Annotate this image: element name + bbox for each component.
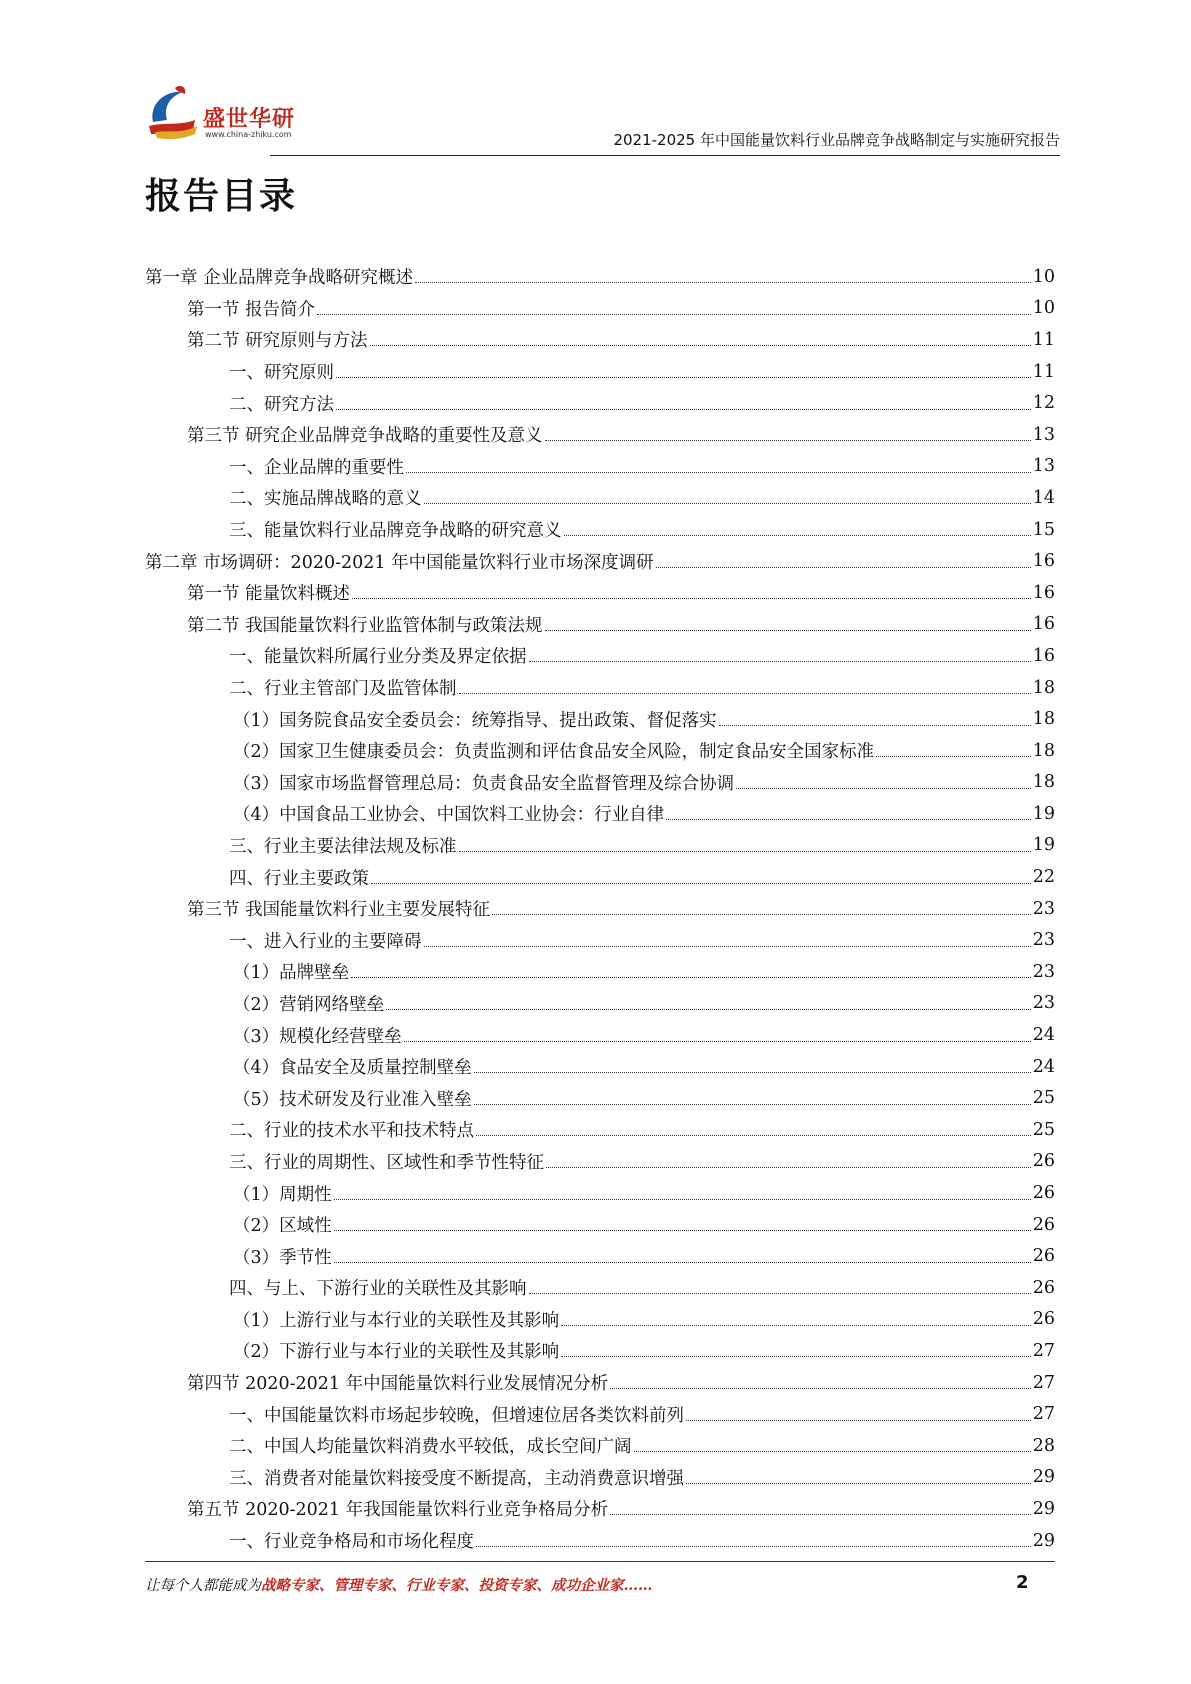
toc-entry[interactable]	[145, 830, 1055, 862]
toc-leader-dots	[545, 630, 1031, 631]
toc-entry-title: 三、能量饮料行业品牌竞争战略的研究意义	[229, 521, 562, 542]
toc-entry-title: 一、行业竞争格局和市场化程度	[229, 1532, 474, 1553]
page-title: 报告目录	[145, 176, 298, 217]
toc-entry-page: 28	[1032, 1435, 1055, 1456]
toc-leader-dots	[876, 756, 1031, 757]
toc-entry-title: 二、实施品牌战略的意义	[229, 489, 422, 510]
toc-entry-page: 14	[1032, 487, 1055, 508]
toc-entry-title: 第三节 我国能量饮料行业主要发展特征	[187, 900, 491, 921]
toc-entry-page: 10	[1032, 298, 1055, 319]
toc-entry[interactable]	[145, 1272, 1055, 1304]
toc-entry-page: 18	[1032, 709, 1055, 730]
toc-entry[interactable]	[145, 577, 1055, 609]
toc-entry[interactable]	[145, 1304, 1055, 1336]
toc-entry[interactable]	[145, 640, 1055, 672]
toc-entry-page: 24	[1032, 1056, 1055, 1077]
toc-leader-dots	[634, 1451, 1031, 1452]
toc-entry-page: 10	[1032, 266, 1055, 287]
toc-entry-page: 23	[1032, 961, 1055, 982]
report-title: 2021-2025 年中国能量饮料行业品牌竞争战略制定与实施研究报告	[613, 131, 1060, 149]
logo-name: 盛世华研	[203, 107, 296, 132]
toc-entry-page: 29	[1032, 1498, 1055, 1519]
toc-entry-title: 第一节 能量饮料概述	[187, 584, 351, 605]
toc-entry-title: 第五节 2020-2021 年我国能量饮料行业竞争格局分析	[187, 1500, 609, 1521]
toc-entry[interactable]	[145, 924, 1055, 956]
toc-entry-page: 18	[1032, 740, 1055, 761]
toc-leader-dots	[476, 1546, 1031, 1547]
toc-entry-page: 27	[1032, 1372, 1055, 1393]
toc-entry-page: 29	[1032, 1530, 1055, 1551]
toc-leader-dots	[351, 977, 1031, 978]
toc-entry-page: 16	[1032, 551, 1055, 572]
toc-leader-dots	[336, 409, 1031, 410]
toc-entry-page: 24	[1032, 1025, 1055, 1046]
toc-entry[interactable]	[145, 1367, 1055, 1399]
toc-entry-title: （3）国家市场监督管理总局：负责食品安全监督管理及综合协调	[233, 773, 735, 794]
toc-entry-title: （4）食品安全及质量控制壁垒	[233, 1058, 472, 1079]
toc-leader-dots	[371, 883, 1031, 884]
toc-entry-title: 四、行业主要政策	[229, 868, 369, 889]
toc-entry-title: 第一节 报告简介	[187, 299, 316, 320]
toc-leader-dots	[404, 1041, 1031, 1042]
toc-entry-title: 第一章 企业品牌竞争战略研究概述	[145, 268, 414, 289]
toc-entry-page: 13	[1032, 456, 1055, 477]
toc-entry[interactable]	[145, 798, 1055, 830]
toc-entry-title: （2）营销网络壁垒	[233, 994, 385, 1015]
toc-entry-page: 26	[1032, 1151, 1055, 1172]
toc-entry-page: 23	[1032, 993, 1055, 1014]
toc-entry-title: 一、进入行业的主要障碍	[229, 931, 422, 952]
toc-entry-title: 第三节 研究企业品牌竞争战略的重要性及意义	[187, 426, 543, 447]
toc-entry-page: 15	[1032, 519, 1055, 540]
toc-leader-dots	[656, 567, 1031, 568]
toc-entry[interactable]	[145, 767, 1055, 799]
toc-entry-title: 四、与上、下游行业的关联性及其影响	[229, 1279, 527, 1300]
toc-entry[interactable]	[145, 1209, 1055, 1241]
toc-entry[interactable]	[145, 545, 1055, 577]
toc-entry[interactable]	[145, 419, 1055, 451]
toc-leader-dots	[424, 946, 1031, 947]
toc-entry-page: 23	[1032, 930, 1055, 951]
toc-leader-dots	[424, 503, 1031, 504]
toc-entry[interactable]	[145, 988, 1055, 1020]
toc-entry[interactable]	[145, 1240, 1055, 1272]
toc-entry-title: （2）国家卫生健康委员会：负责监测和评估食品安全风险，制定食品安全国家标准	[233, 742, 875, 763]
toc-entry[interactable]	[145, 1335, 1055, 1367]
toc-entry-title: （2）区域性	[233, 1216, 332, 1237]
toc-entry-title: 三、行业的周期性、区域性和季节性特征	[229, 1152, 544, 1173]
toc-leader-dots	[474, 1104, 1031, 1105]
toc-entry-page: 26	[1032, 1277, 1055, 1298]
toc-entry[interactable]	[145, 1525, 1055, 1557]
toc-entry[interactable]	[145, 1019, 1055, 1051]
toc-entry-page: 26	[1032, 1246, 1055, 1267]
toc-entry-title: 二、行业主管部门及监管体制	[229, 679, 457, 700]
toc-leader-dots	[666, 819, 1031, 820]
toc-entry-page: 22	[1032, 867, 1055, 888]
toc-entry-page: 19	[1032, 835, 1055, 856]
toc-entry-title: 第二节 我国能量饮料行业监管体制与政策法规	[187, 615, 543, 636]
toc-leader-dots	[561, 1356, 1031, 1357]
toc-entry[interactable]	[145, 861, 1055, 893]
toc-entry-title: 三、行业主要法律法规及标准	[229, 836, 457, 857]
toc-entry[interactable]	[145, 735, 1055, 767]
toc-entry-title: 二、中国人均能量饮料消费水平较低，成长空间广阔	[229, 1437, 632, 1458]
toc-leader-dots	[459, 851, 1031, 852]
toc-entry-title: （3）规模化经营壁垒	[233, 1026, 402, 1047]
header-divider	[270, 155, 1060, 156]
toc-entry[interactable]	[145, 1398, 1055, 1430]
toc-entry-title: （1）国务院食品安全委员会：统筹指导、提出政策、督促落实	[233, 710, 717, 731]
toc-entry[interactable]	[145, 482, 1055, 514]
toc-entry-page: 13	[1032, 424, 1055, 445]
toc-entry[interactable]	[145, 261, 1055, 293]
toc-entry-title: 第二节 研究原则与方法	[187, 331, 368, 352]
toc-entry-title: （1）上游行业与本行业的关联性及其影响	[233, 1310, 560, 1331]
toc-leader-dots	[459, 693, 1031, 694]
toc-entry-title: 一、中国能量饮料市场起步较晚，但增速位居各类饮料前列	[229, 1405, 684, 1426]
toc-entry-title: 一、研究原则	[229, 363, 334, 384]
toc-entry-title: 一、企业品牌的重要性	[229, 457, 404, 478]
toc-entry[interactable]	[145, 672, 1055, 704]
toc-entry-title: （4）中国食品工业协会、中国饮料工业协会：行业自律	[233, 805, 665, 826]
company-logo	[145, 82, 315, 148]
toc-entry-page: 26	[1032, 1309, 1055, 1330]
toc-entry[interactable]	[145, 387, 1055, 419]
toc-entry-page: 11	[1032, 329, 1055, 350]
toc-entry-title: 三、消费者对能量饮料接受度不断提高，主动消费意识增强	[229, 1468, 684, 1489]
toc-entry-page: 25	[1032, 1088, 1055, 1109]
toc-entry-page: 27	[1032, 1404, 1055, 1425]
toc-leader-dots	[317, 314, 1031, 315]
toc-entry-page: 26	[1032, 1183, 1055, 1204]
toc-entry-page: 26	[1032, 1214, 1055, 1235]
toc-leader-dots	[546, 1167, 1031, 1168]
toc-entry-title: （1）品牌壁垒	[233, 963, 350, 984]
toc-entry-title: （3）季节性	[233, 1247, 332, 1268]
toc-entry-page: 18	[1032, 772, 1055, 793]
toc-entry[interactable]	[145, 1462, 1055, 1494]
footer-slogan	[145, 1574, 653, 1595]
toc-leader-dots	[334, 1199, 1031, 1200]
toc-leader-dots	[334, 1262, 1031, 1263]
page-number: 2	[1016, 1572, 1029, 1593]
toc-leader-dots	[686, 1420, 1031, 1421]
toc-leader-dots	[610, 1388, 1031, 1389]
toc-leader-dots	[545, 440, 1031, 441]
toc-leader-dots	[334, 1230, 1031, 1231]
toc-leader-dots	[415, 282, 1031, 283]
toc-leader-dots	[406, 472, 1031, 473]
logo-url: www.china-zhiku.com	[205, 130, 292, 139]
toc-entry-title: 二、研究方法	[229, 394, 334, 415]
toc-entry[interactable]	[145, 1114, 1055, 1146]
toc-entry-page: 19	[1032, 803, 1055, 824]
toc-entry[interactable]	[145, 1082, 1055, 1114]
toc-entry-page: 11	[1032, 361, 1055, 382]
toc-leader-dots	[336, 377, 1031, 378]
toc-entry[interactable]	[145, 1493, 1055, 1525]
logo-emblem-icon	[145, 82, 209, 142]
page-header	[145, 82, 1060, 160]
toc-entry-page: 16	[1032, 614, 1055, 635]
toc-leader-dots	[719, 725, 1031, 726]
toc-entry[interactable]	[145, 956, 1055, 988]
toc-entry[interactable]	[145, 609, 1055, 641]
table-of-contents	[145, 261, 1055, 1556]
footer-slogan-lead: 让每个人都能成为	[145, 1578, 261, 1594]
toc-entry-page: 16	[1032, 645, 1055, 666]
toc-leader-dots	[352, 598, 1031, 599]
toc-leader-dots	[474, 1072, 1031, 1073]
toc-entry[interactable]	[145, 324, 1055, 356]
toc-entry[interactable]	[145, 514, 1055, 546]
footer-slogan-highlight: 战略专家、管理专家、行业专家、投资专家、成功企业家……	[261, 1577, 653, 1594]
toc-leader-dots	[476, 1135, 1031, 1136]
toc-entry[interactable]	[145, 293, 1055, 325]
toc-leader-dots	[370, 345, 1031, 346]
toc-entry[interactable]	[145, 356, 1055, 388]
toc-leader-dots	[529, 1293, 1031, 1294]
toc-leader-dots	[529, 661, 1031, 662]
toc-leader-dots	[610, 1514, 1031, 1515]
toc-entry[interactable]	[145, 1430, 1055, 1462]
toc-leader-dots	[492, 914, 1031, 915]
toc-entry-page: 27	[1032, 1340, 1055, 1361]
toc-entry[interactable]	[145, 1146, 1055, 1178]
toc-leader-dots	[736, 788, 1031, 789]
toc-entry-page: 16	[1032, 582, 1055, 603]
toc-entry-title: 第二章 市场调研：2020-2021 年中国能量饮料行业市场深度调研	[145, 552, 654, 573]
toc-entry-title: （5）技术研发及行业准入壁垒	[233, 1089, 472, 1110]
footer-divider	[145, 1561, 1055, 1562]
toc-entry-page: 23	[1032, 898, 1055, 919]
toc-entry-title: 第四节 2020-2021 年中国能量饮料行业发展情况分析	[187, 1374, 609, 1395]
toc-entry-page: 12	[1032, 393, 1055, 414]
toc-entry[interactable]	[145, 893, 1055, 925]
toc-entry[interactable]	[145, 1051, 1055, 1083]
toc-entry-title: （1）周期性	[233, 1184, 332, 1205]
toc-entry-page: 18	[1032, 677, 1055, 698]
toc-entry-title: 一、能量饮料所属行业分类及界定依据	[229, 647, 527, 668]
toc-entry-title: （2）下游行业与本行业的关联性及其影响	[233, 1342, 560, 1363]
toc-entry-title: 二、行业的技术水平和技术特点	[229, 1121, 474, 1142]
toc-entry[interactable]	[145, 1177, 1055, 1209]
toc-entry-page: 29	[1032, 1467, 1055, 1488]
toc-entry[interactable]	[145, 703, 1055, 735]
toc-entry[interactable]	[145, 451, 1055, 483]
toc-leader-dots	[561, 1325, 1031, 1326]
toc-leader-dots	[564, 535, 1031, 536]
toc-entry-page: 25	[1032, 1119, 1055, 1140]
toc-leader-dots	[686, 1483, 1031, 1484]
toc-leader-dots	[386, 1009, 1031, 1010]
